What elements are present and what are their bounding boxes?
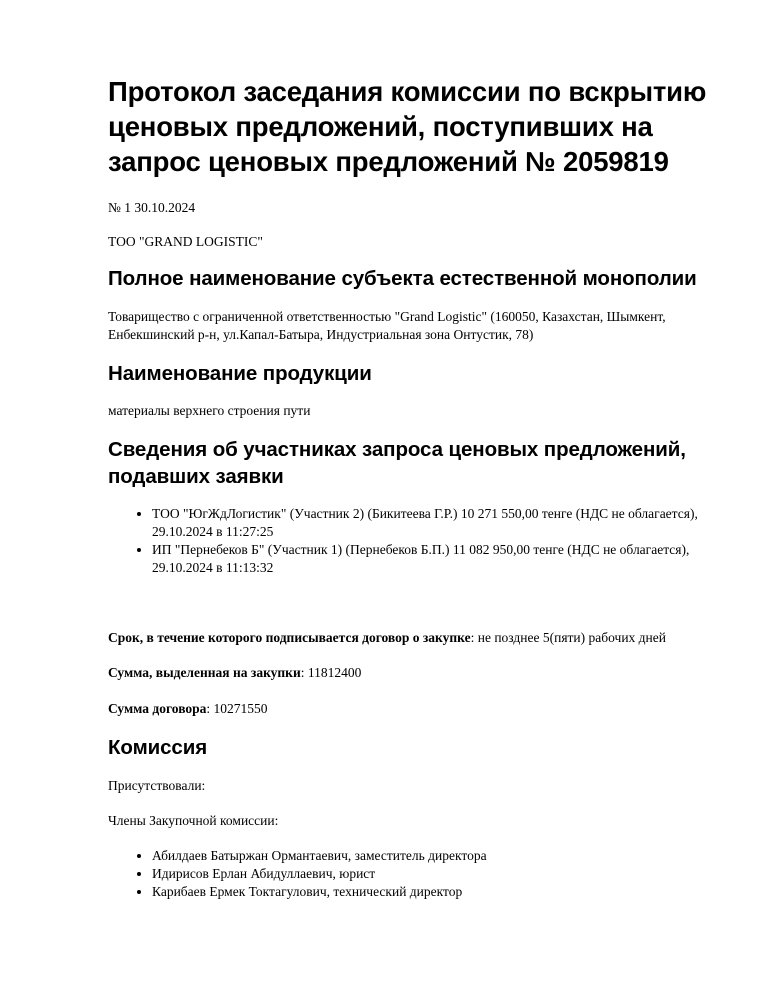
participants-heading: Сведения об участниках запроса ценовых предложений, подавших заявки (108, 438, 686, 488)
contract-amount-value: : 10271550 (206, 701, 268, 716)
contract-deadline-value: : не позднее 5(пяти) рабочих дней (470, 630, 666, 645)
contract-deadline-label: Срок, в течение которого подписывается договор о закупке (108, 630, 471, 645)
commission-member: • Карибаев Ермек Токтагулович, технический директор (152, 883, 728, 901)
participant-item: • ТОО "ЮгЖдЛогистик" (Участник 2) (Бикитеева Г.Р.) 10 271 550,00 тенге (НДС не облагается), 29.10.2024 в 11:27:25 (152, 505, 728, 541)
product-heading: Наименование продукции (108, 362, 372, 385)
participant-item: • ИП "Пернебеков Б" (Участник 1) (Пернебеков Б.П.) 11 082 950,00 тенге (НДС не облагается), 29.10.2024 в 11:13:32 (152, 541, 728, 577)
commission-member: • Идирисов Ерлан Абидуллаевич, юрист (152, 865, 728, 883)
protocol-number: № 1 30.10.2024 (108, 200, 196, 215)
commission-members-list (108, 847, 728, 901)
allocated-amount (108, 664, 728, 682)
allocated-amount-label: Сумма, выделенная на закупки (108, 665, 301, 680)
product-text: материалы верхнего строения пути (108, 403, 311, 418)
allocated-amount-value: : 11812400 (300, 665, 362, 680)
organization-short-name: ТОО "GRAND LOGISTIC" (108, 234, 263, 249)
subject-heading: Полное наименование субъекта естественной монополии (108, 267, 697, 290)
commission-heading: Комиссия (108, 736, 208, 759)
subject-text: Товарищество с ограниченной ответственностью "Grand Logistic" (160050, Казахстан, Шымкент, Енбекшинский р-н, ул.Капал-Батыра, Индустриальная зона Онтустик, 78) (108, 309, 666, 342)
document-title: Протокол заседания комиссии по вскрытию ценовых предложений, поступивших на запрос ценовых предложений № 2059819 (108, 76, 707, 177)
contract-deadline (108, 629, 728, 647)
contract-amount (108, 700, 728, 718)
protocol-document (108, 74, 728, 901)
commission-present: Присутствовали: (108, 778, 206, 793)
contract-amount-label: Сумма договора (108, 701, 207, 716)
commission-members-label: Члены Закупочной комиссии: (108, 813, 279, 828)
commission-member: • Абилдаев Батыржан Ормантаевич, заместитель директора (152, 847, 728, 865)
participants-list (108, 505, 728, 577)
